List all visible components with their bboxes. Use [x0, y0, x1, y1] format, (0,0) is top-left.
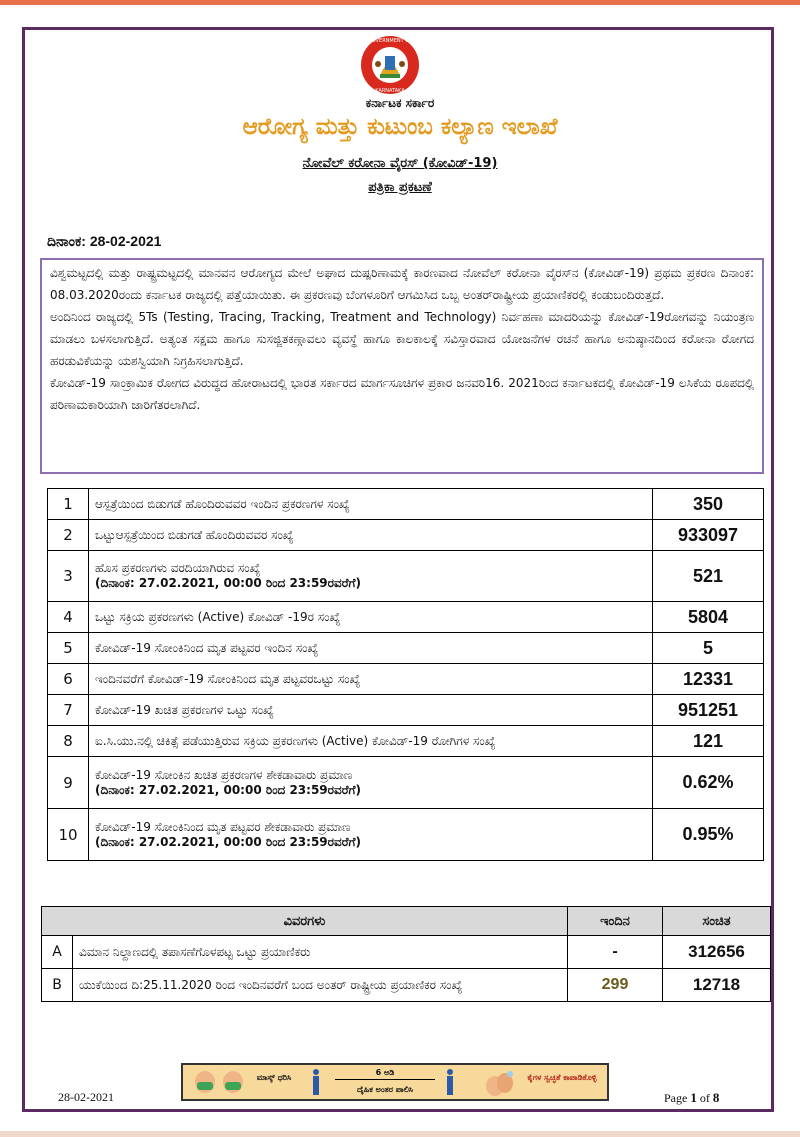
stats-row-value: 0.62% — [653, 757, 764, 809]
travel-header-row — [42, 907, 771, 936]
stats-row-label-cell — [89, 602, 653, 633]
travel-row-code: A — [42, 936, 73, 969]
stats-row-label: ಒಟ್ಟುಆಸ್ಪತ್ರೆಯಿಂದ ಬಿಡುಗಡೆ ಹೊಂದಿರುವವರ ಸಂಖ್ಯೆ — [95, 527, 294, 542]
stats-row — [48, 695, 764, 726]
stats-row-label-cell — [89, 633, 653, 664]
stats-row-number: 5 — [48, 633, 89, 664]
stats-row — [48, 602, 764, 633]
travel-row — [42, 969, 771, 1002]
stats-row-label: ಕೋವಿಡ್-19 ಖಚಿತ ಪ್ರಕರಣಗಳ ಒಟ್ಟು ಸಂಖ್ಯೆ — [95, 702, 274, 717]
travel-row-label: ಯುಕೆಯಿಂದ ದಿ:25.11.2020 ರಿಂದ ಇಂದಿನವರೆಗೆ ಬಂದ ಅಂತರ್ ರಾಷ್ಟ್ರೀಯ ಪ್ರಯಾಣಿಕರ ಸಂಖ್ಯೆ — [73, 969, 568, 1002]
stats-row-label-cell — [89, 551, 653, 602]
stats-row-label-cell — [89, 809, 653, 861]
distance-value: 6 ಅಡಿ — [375, 1068, 395, 1077]
stats-row-label: ಕೋವಿಡ್-19 ಸೋಂಕಿನಿಂದ ಮೃತ ಪಟ್ಟವರ ಶೇಕಡಾವಾರು ಪ್ರಮಾಣ — [95, 819, 351, 834]
person-icon — [311, 1068, 321, 1096]
stats-row-label-cell — [89, 489, 653, 520]
stats-row — [48, 726, 764, 757]
stats-row-label-cell — [89, 695, 653, 726]
stats-row — [48, 664, 764, 695]
stats-row-label: ಹೊಸ ಪ್ರಕರಣಗಳು ವರದಿಯಾಗಿರುವ ಸಂಖ್ಯೆ — [95, 561, 261, 575]
travel-row — [42, 936, 771, 969]
stats-row-label: ಇಂದಿನವರೆಗೆ ಕೋವಿಡ್-19 ಸೋಂಕಿನಿಂದ ಮೃತ ಪಟ್ಟವರಒಟ್ಟು ಸಂಖ್ಯೆ — [95, 671, 361, 686]
stats-row-number: 10 — [48, 809, 89, 861]
stats-row-value: 5 — [653, 633, 764, 664]
stats-row — [48, 489, 764, 520]
stats-row-value: 12331 — [653, 664, 764, 695]
mask-icon — [197, 1082, 213, 1090]
intro-paragraph-3: ಕೋವಿಡ್-19 ಸಾಂಕ್ರಾಮಿಕ ರೋಗದ ವಿರುದ್ಧದ ಹೋರಾಟದಲ್ಲಿ ಭಾರತ ಸರ್ಕಾರದ ಮಾರ್ಗಸೂಚಿಗಳ ಪ್ರಕಾರ ಜನವರಿ16. 2021ರಿಂದ ಕರ್ನಾಟಕದಲ್ಲಿ ಕೋವಿಡ್-19 ಲಸಿಕೆಯ ರೂಪದಲ್ಲಿ ಪರಿಣಾಮಕಾರಿಯಾಗಿ ಜಾರಿಗೆತರಲಾಗಿದೆ. — [50, 376, 754, 412]
stats-row-label: ಕೋವಿಡ್-19 ಸೋಂಕಿನಿಂದ ಮೃತ ಪಟ್ಟವರ ಇಂದಿನ ಸಂಖ್ಯೆ — [95, 640, 319, 655]
header-details: ವಿವರಗಳು — [42, 907, 568, 936]
travel-row-label: ವಿಮಾನ ನಿಲ್ದಾಣದಲ್ಲಿ ತಪಾಸಣೆಗೊಳಪಟ್ಟ ಒಟ್ಟು ಪ್ರಯಾಣಿಕರು — [73, 936, 568, 969]
svg-text:KARNATAKA: KARNATAKA — [375, 88, 405, 94]
stats-row-number: 7 — [48, 695, 89, 726]
stats-row-label: ಐ.ಸಿ.ಯು.ನಲ್ಲಿ ಚಿಕಿತ್ಸೆ ಪಡೆಯುತ್ತಿರುವ ಸಕ್ರಿಯ ಪ್ರಕರಣಗಳು (Active) ಕೋವಿಡ್-19 ರೋಗಿಗಳ ಸಂಖ್ಯೆ — [95, 733, 496, 748]
page-number: Page 1 of 8 — [664, 1090, 720, 1105]
distance-text: ದೈಹಿಕ ಅಂತರ ಪಾಲಿಸಿ — [356, 1085, 414, 1094]
distance-arrow-icon — [335, 1079, 435, 1080]
stats-row-number: 3 — [48, 551, 89, 602]
stats-row-label: ಕೋವಿಡ್-19 ಸೋಂಕಿನ ಖಚಿತ ಪ್ರಕರಣಗಳ ಶೇಕಡಾವಾರು ಪ್ರಮಾಣ — [95, 767, 353, 782]
handwash-icon — [483, 1068, 517, 1098]
stats-row — [48, 633, 764, 664]
hands-text: ಕೈಗಳ ಸ್ವಚ್ಛತೆ ಕಾಪಾಡಿಕೊಳ್ಳಿ — [527, 1073, 597, 1082]
stats-row-number: 6 — [48, 664, 89, 695]
stats-row-date-range: (ದಿನಾಂಕ: 27.02.2021, 00:00 ರಿಂದ 23:59ರವರೆಗೆ) — [95, 834, 361, 849]
intro-paragraph-2: ಅಂದಿನಿಂದ ರಾಜ್ಯದಲ್ಲಿ 5Ts (Testing, Tracing, Tracking, Treatment and Technology) ನಿರ್ವಹಣಾ ಮಾದರಿಯನ್ನು ಕೋವಿಡ್-19ರೋಗವನ್ನು ನಿಯಂತ್ರಣ ಮಾಡಲು ಬಳಸಲಾಗುತ್ತಿದೆ. ಅತ್ಯಂತ ಸಕ್ಷಮ ಹಾಗೂ ಸುಸಜ್ಜಿತಕಣ್ಗಾವಲು ವ್ಯವಸ್ಥೆ ಹಾಗೂ ಕಾಲಕಾಲಕ್ಕೆ ಸವಿಸ್ತಾರವಾದ ಯೋಜನೆಗಳ ರಚನೆ ಹಾಗೂ ಅನುಷ್ಠಾನದಿಂದ ಕರೋನಾ ರೋಗದ ಹರಡುವಿಕೆಯನ್ನು ಯಶಸ್ವಿಯಾಗಿ ನಿಗ್ರಹಿಸಲಾಗುತ್ತಿದೆ. — [50, 310, 754, 368]
travel-row-cumulative: 12718 — [663, 969, 771, 1002]
stats-row-number: 2 — [48, 520, 89, 551]
stats-row-label: ಒಟ್ಟು ಸಕ್ರಿಯ ಪ್ರಕರಣಗಳು (Active) ಕೋವಿಡ್ -19ರ ಸಂಖ್ಯೆ — [95, 609, 341, 624]
travel-row-today: - — [568, 936, 663, 969]
person-icon — [445, 1068, 455, 1096]
stats-row-value: 0.95% — [653, 809, 764, 861]
stats-row-label-cell — [89, 757, 653, 809]
stats-row-value: 933097 — [653, 520, 764, 551]
stats-row-number: 8 — [48, 726, 89, 757]
mask-text: ಮಾಸ್ಕ್ ಧರಿಸಿ — [256, 1073, 292, 1082]
stats-row-number: 4 — [48, 602, 89, 633]
stats-row-label-cell — [89, 664, 653, 695]
stats-row-value: 5804 — [653, 602, 764, 633]
release-date: ದಿನಾಂಕ: 28-02-2021 — [47, 233, 162, 249]
stats-row-value: 521 — [653, 551, 764, 602]
stats-row — [48, 757, 764, 809]
intro-box — [40, 258, 764, 474]
stats-row — [48, 520, 764, 551]
stats-row-date-range: (ದಿನಾಂಕ: 27.02.2021, 00:00 ರಿಂದ 23:59ರವರೆಗೆ) — [95, 782, 361, 797]
stats-row-label-cell — [89, 520, 653, 551]
travel-row-cumulative: 312656 — [663, 936, 771, 969]
travel-row-code: B — [42, 969, 73, 1002]
intro-paragraph-1: ವಿಶ್ವಮಟ್ಟದಲ್ಲಿ ಮತ್ತು ರಾಷ್ಟ್ರಮಟ್ಟದಲ್ಲಿ ಮಾನವನ ಆರೋಗ್ಯದ ಮೇಲೆ ಅಘಾದ ದುಷ್ಪರಿಣಾಮಕ್ಕೆ ಕಾರಣವಾದ ನೋವೆಲ್ ಕರೋನಾ ವೈರಸ್‌ನ (ಕೋವಿಡ್-19) ಪ್ರಥಮ ಪ್ರಕರಣ ದಿನಾಂಕ: 08.03.2020ರಂದು ಕರ್ನಾಟಕ ರಾಜ್ಯದಲ್ಲಿ ಪತ್ತೆಯಾಯಿತು. ಈ ಪ್ರಕರಣವು ಬೆಂಗಳೂರಿಗೆ ಆಗಮಿಸಿದ ಒಬ್ಬ ಅಂತರ್‌ರಾಷ್ಟ್ರೀಯ ಪ್ರಯಾಣಿಕರಲ್ಲಿ ಕಂಡುಬಂದಿರುತ್ತದೆ. — [50, 266, 754, 302]
travel-screening-table — [41, 906, 771, 1002]
mask-icon — [225, 1082, 241, 1090]
stats-row-label-cell — [89, 726, 653, 757]
top-accent-bar — [0, 0, 800, 5]
government-name: ಕರ್ನಾಟಕ ಸರ್ಕಾರ — [365, 96, 435, 110]
stats-row — [48, 551, 764, 602]
press-release-heading: ಪತ್ರಿಕಾ ಪ್ರಕಟಣೆ — [368, 180, 432, 195]
stats-row — [48, 809, 764, 861]
stats-row-date-range: (ದಿನಾಂಕ: 27.02.2021, 00:00 ರಿಂದ 23:59ರವರೆಗೆ) — [95, 576, 361, 590]
header-cumulative: ಸಂಚಿತ — [663, 907, 771, 936]
department-title: ಆರೋಗ್ಯ ಮತ್ತು ಕುಟುಂಬ ಕಲ್ಯಾಣ ಇಲಾಖೆ — [242, 114, 558, 140]
stats-row-number: 9 — [48, 757, 89, 809]
karnataka-emblem — [350, 34, 430, 96]
stats-row-value: 951251 — [653, 695, 764, 726]
svg-text:GOVERNMENT OF: GOVERNMENT OF — [367, 38, 413, 44]
stats-row-value: 350 — [653, 489, 764, 520]
travel-row-today: 299 — [568, 969, 663, 1002]
covid-stats-table — [47, 488, 764, 861]
stats-row-label: ಆಸ್ಪತ್ರೆಯಿಂದ ಬಿಡುಗಡೆ ಹೊಂದಿರುವವರ ಇಂದಿನ ಪ್ರಕರಣಗಳ ಸಂಖ್ಯೆ — [95, 496, 350, 511]
bottom-accent-bar — [0, 1131, 800, 1137]
stats-row-number: 1 — [48, 489, 89, 520]
stats-row-value: 121 — [653, 726, 764, 757]
document-subtitle: ನೋವೆಲ್ ಕರೋನಾ ವೈರಸ್ (ಕೋವಿಡ್-19) — [302, 156, 498, 171]
header-today: ಇಂದಿನ — [568, 907, 663, 936]
covid-awareness-banner — [181, 1063, 609, 1101]
footer-date: 28-02-2021 — [58, 1090, 114, 1104]
